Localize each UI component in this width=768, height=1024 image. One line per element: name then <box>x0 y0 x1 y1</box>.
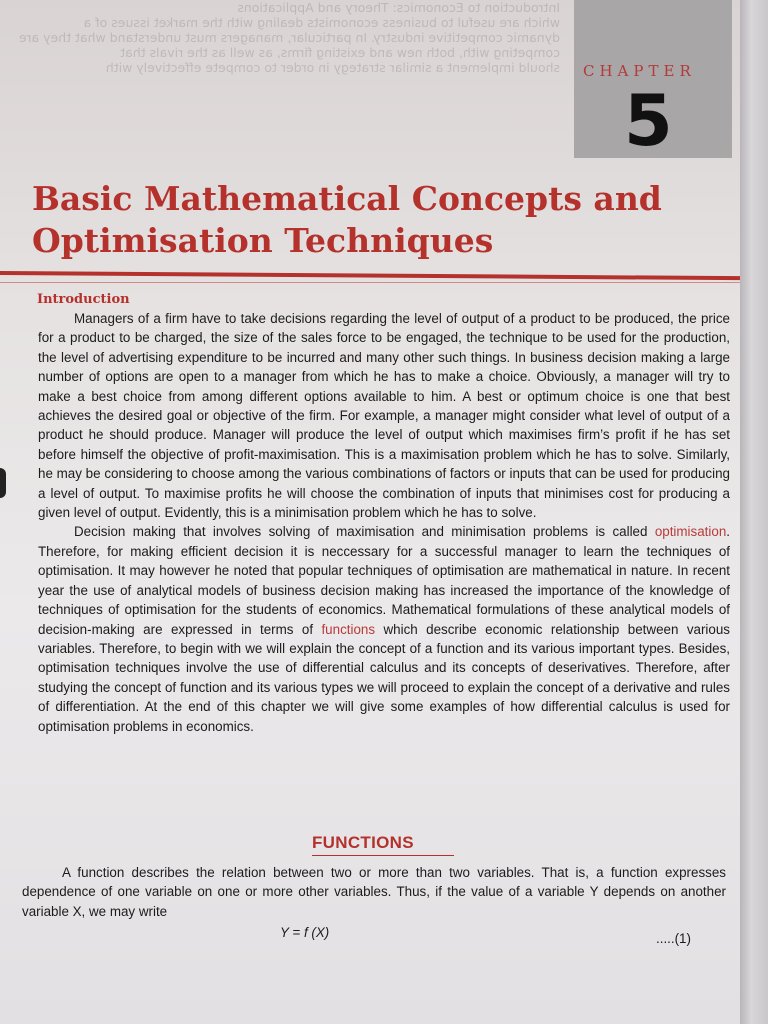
functions-paragraph: A function describes the relation between two or more than two variables. That is, a function expresses dependence of one variable on one or more other variables. Thus, if the value of a variable Y depends on another variable X, we may write <box>22 865 726 919</box>
title-rule <box>0 271 740 280</box>
margin-mark <box>0 468 6 498</box>
page-edge <box>740 0 768 1024</box>
bleed-line: dynamic competitive industry. In particular, managers must understand what they are <box>18 30 560 45</box>
term-optimisation: optimisation <box>654 524 727 540</box>
section-heading-introduction: Introduction <box>37 292 130 307</box>
bleed-through-text <box>0 0 600 170</box>
introduction-body <box>38 309 730 736</box>
para2-text-a: Decision making that involves solving of maximisation and minimisation problems is called <box>74 524 655 540</box>
section-heading-functions: FUNCTIONS <box>312 833 454 856</box>
para2-text-b: . Therefore, for making efficient decision it is neccessary for a successful manager to learn the techniques of optimisation. It may however he noted that popular techniques of optimisation are mathematical in nature. In recent year the use of analytical models of business decision making has increased the importance of the knowledge of techniques of optimisation for the students of economics. Mathematical formulations of these analytical models of decision-making are expressed in terms of <box>38 524 730 637</box>
functions-body <box>22 863 726 921</box>
para2-text-c: which describe economic relationship between various variables. Therefore, to begin with we will explain the concept of a function and its various important types. Besides, optimisation techniques involve the use of differential calculus and its concepts of deserivatives. Therefore, after studying the concept of function and its various types we will proceed to explain the concept of a derivative and rules of differentiation. At the end of this chapter we will give some examples of how differential calculus is used for optimisation problems in economics. <box>38 621 730 734</box>
title-rule-thin <box>0 282 740 283</box>
intro-paragraph-2 <box>38 522 730 735</box>
chapter-number: 5 <box>624 80 673 162</box>
bleed-line: which are useful to business economists dealing with the market issues of a <box>83 15 560 30</box>
chapter-label: CHAPTER <box>583 62 696 80</box>
term-functions: functions <box>321 621 376 637</box>
equation-number: .....(1) <box>656 931 691 946</box>
chapter-title <box>32 178 732 262</box>
bleed-line: competing with, both new and existing firms, as well as the rivals that <box>120 45 560 60</box>
chapter-title-line1: Basic Mathematical Concepts and <box>32 179 662 218</box>
equation: Y = f (X) <box>280 925 330 940</box>
chapter-title-line2: Optimisation Techniques <box>32 221 494 260</box>
intro-paragraph-1: Managers of a firm have to take decisions regarding the level of output of a product to be produced, the price for a product to be charged, the size of the sales force to be engaged, the technique to be used for the production, the level of advertising expenditure to be incurred and many other such things. In business decision making a large number of options are open to a manager from which he has to make a choice. Obviously, a manager will try to make a best choice from among different options available to him. A best or optimum choice is one that best achieves the desired goal or objective of the firm. For example, a manager might consider what level of output of a product he should produce. Manager will produce the level of output which maximises firm’s profit if he has set before himself the objective of profit-maximisation. This is a maximisation problem which he has to solve. Similarly, he may be considering to choose among the various combinations of factors or inputs that can be used for producing a level of output. To maximise profits he will choose the combination of inputs that minimises cost for producing a given level of output. Evidently, this is a minimisation problem which he has to solve. <box>38 311 730 521</box>
bleed-line: Introduction to Economics: Theory and Applications <box>237 0 560 15</box>
bleed-line: should implement a similar strategy in order to compete effectively with <box>105 60 560 75</box>
